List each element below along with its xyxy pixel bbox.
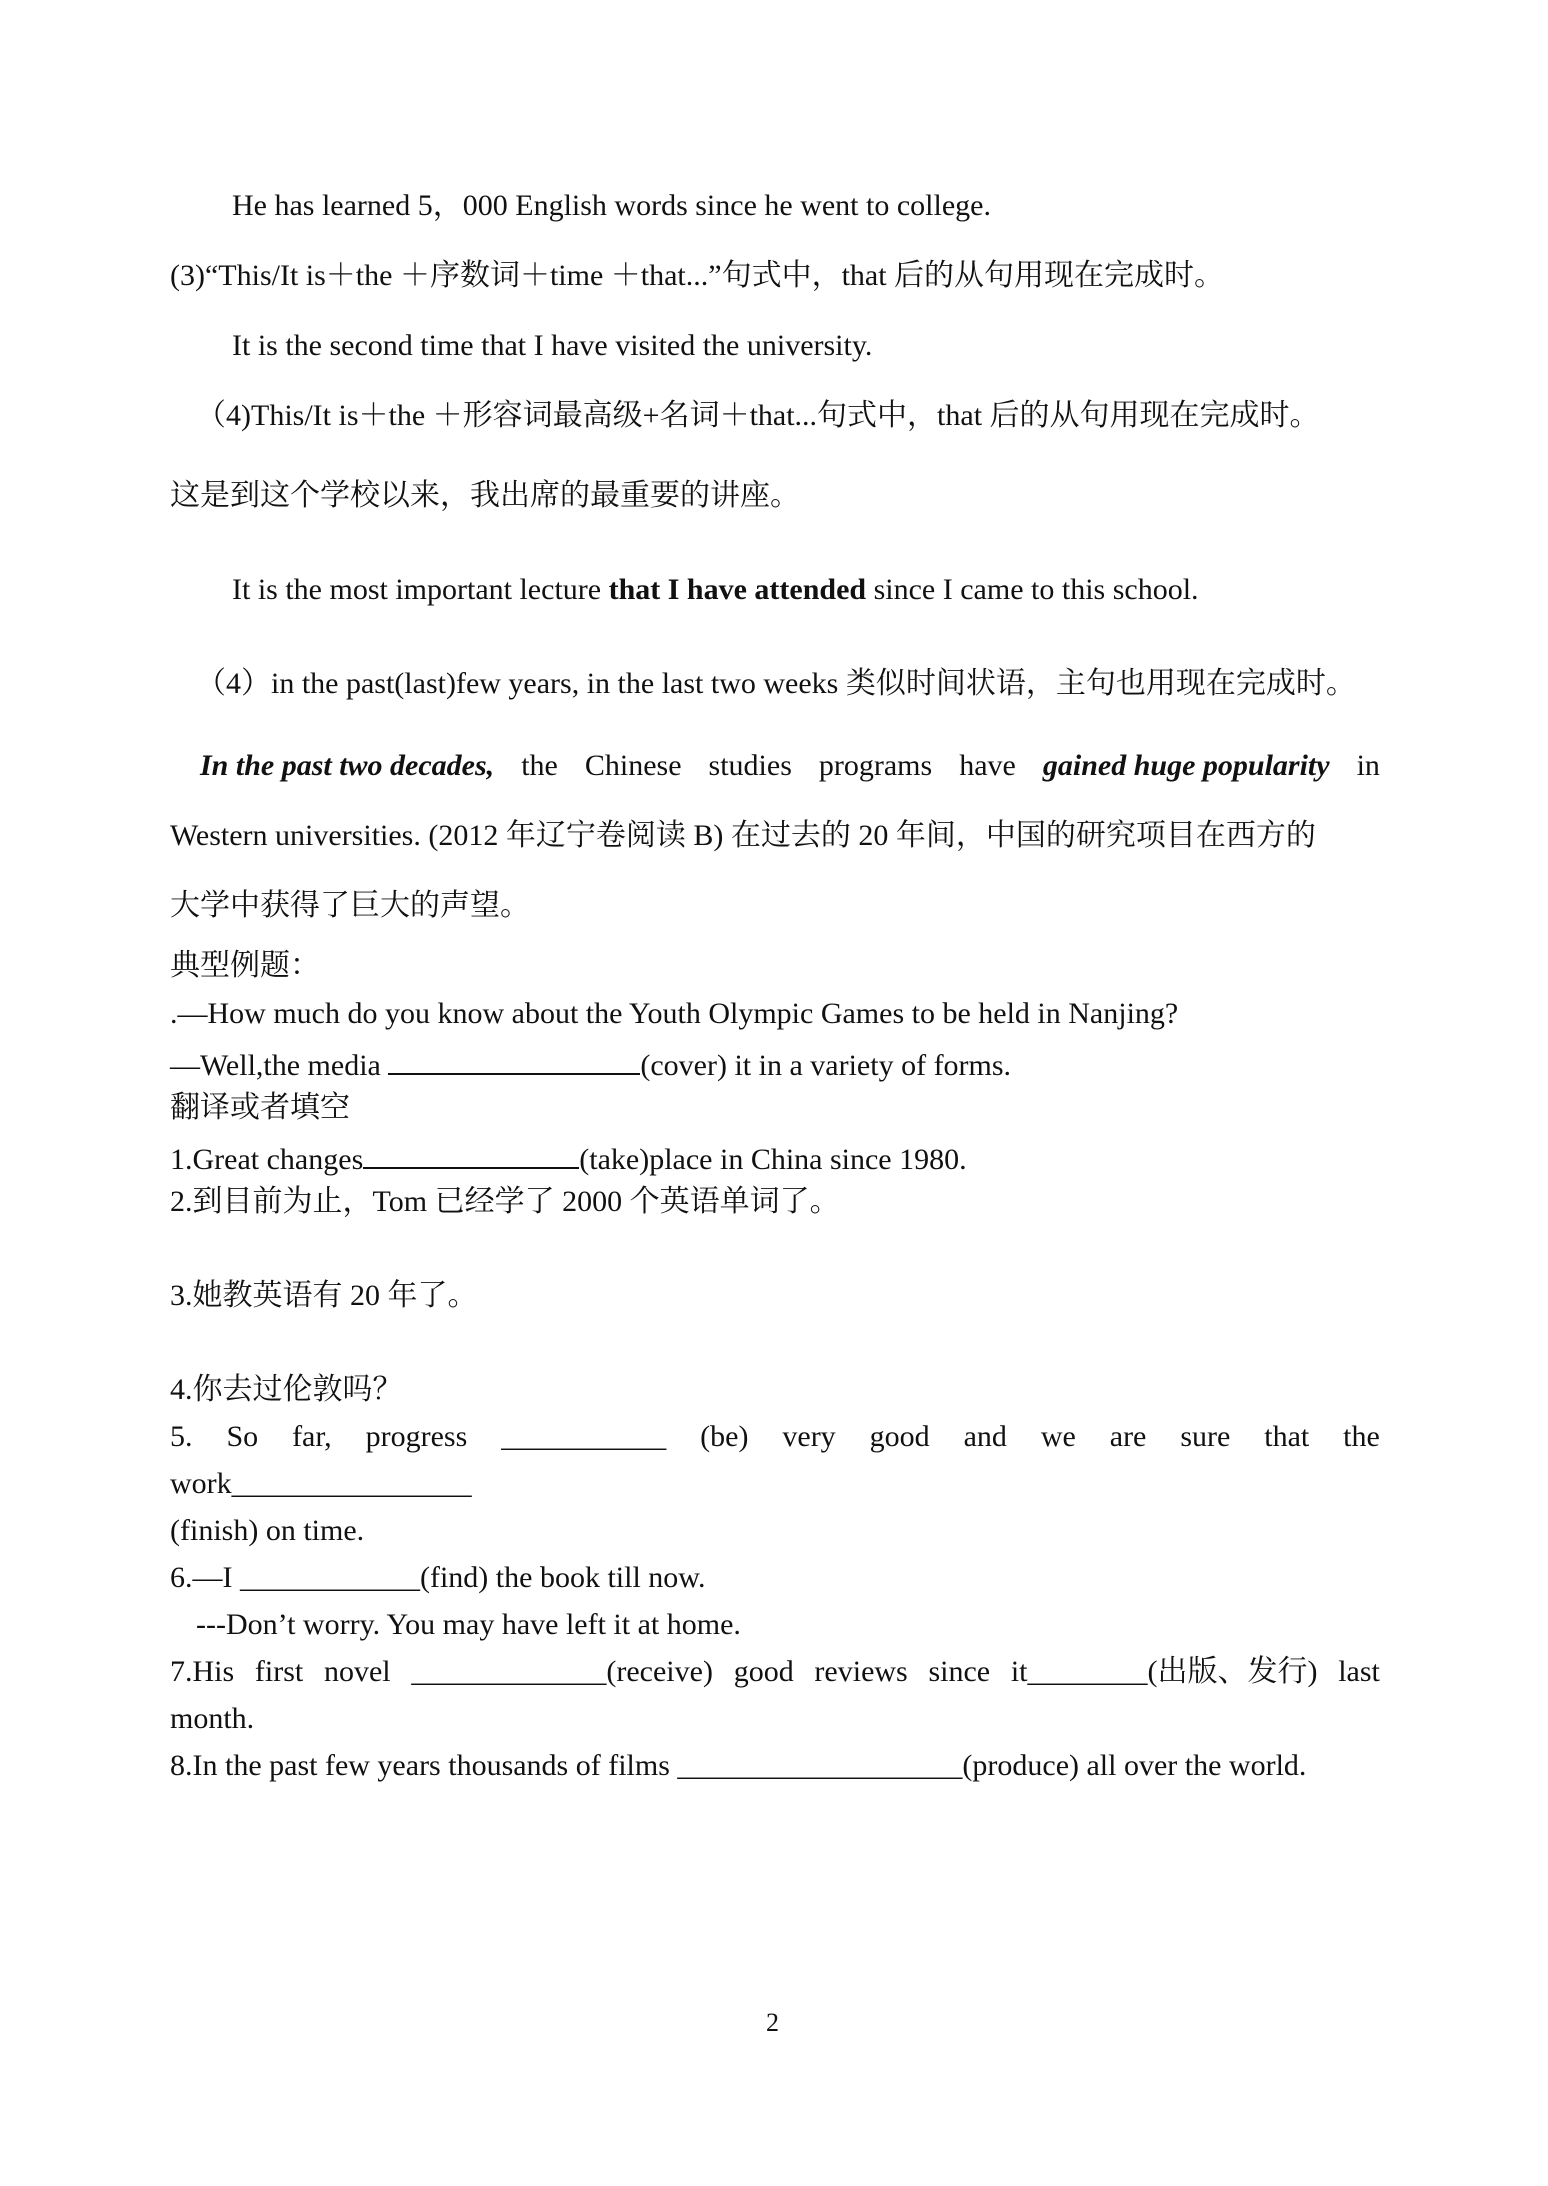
word: the [1343, 1420, 1380, 1453]
question-7 [170, 1654, 1380, 1690]
section-heading: 典型例题： [170, 949, 320, 982]
word: In the past two decades, [200, 749, 495, 782]
question-5: work________________ [170, 1467, 472, 1500]
question: .—How much do you know about the Youth Olympic Games to be held in Nanjing? [170, 997, 1179, 1030]
question: 2.到目前为止，Tom 已经学了 2000 个英语单词了。 [170, 1185, 840, 1218]
question [170, 1043, 1011, 1084]
word: in [1356, 749, 1380, 782]
word: and [963, 1420, 1007, 1453]
word: that [1264, 1420, 1310, 1453]
word: progress [365, 1420, 468, 1453]
answer-blank[interactable]: it________(出版、发行) [1010, 1655, 1318, 1688]
word: good [733, 1655, 794, 1688]
section-heading: 翻译或者填空 [170, 1091, 350, 1124]
word: studies [708, 749, 792, 782]
chinese-sentence: 这是到这个学校以来，我出席的最重要的讲座。 [170, 479, 800, 512]
answer-blank[interactable] [388, 1043, 640, 1075]
word: Chinese [584, 749, 682, 782]
word: the [521, 749, 558, 782]
rule-3: (3)“This/It is＋the ＋序数词＋time ＋that...”句式中，that 后的从句用现在完成时。 [170, 259, 1225, 292]
question-6: ---Don’t worry. You may have left it at home. [196, 1608, 741, 1641]
word: gained huge popularity [1042, 749, 1330, 782]
example-sentence: It is the second time that I have visited the university. [232, 329, 873, 362]
word: we [1040, 1420, 1076, 1453]
question-6: 6.—I ____________(find) the book till now. [170, 1561, 706, 1594]
rule-4: （4)This/It is＋the ＋形容词最高级+名词＋that...句式中，that 后的从句用现在完成时。 [196, 399, 1320, 432]
word: (be) [700, 1420, 749, 1453]
answer-blank[interactable]: _____________(receive) [411, 1655, 713, 1688]
word: So [226, 1420, 259, 1453]
word: novel [323, 1655, 391, 1688]
text-span: (cover) it in a variety of forms. [640, 1049, 1012, 1082]
word: far, [292, 1420, 332, 1453]
word: since [928, 1655, 991, 1688]
word: last [1338, 1655, 1380, 1688]
word: 7.His [170, 1655, 235, 1688]
question-8: 8.In the past few years thousands of films ___________________(produce) all over the world. [170, 1749, 1307, 1782]
bold-phrase: that I have attended [608, 573, 867, 606]
word: good [869, 1420, 930, 1453]
question: 3.她教英语有 20 年了。 [170, 1279, 478, 1312]
reading-example: 大学中获得了巨大的声望。 [170, 889, 530, 922]
reading-example [200, 748, 1380, 784]
text-span: since I came to this school. [866, 573, 1199, 606]
example-sentence: He has learned 5，000 English words since he went to college. [232, 189, 991, 222]
word: sure [1180, 1420, 1231, 1453]
word: very [782, 1420, 836, 1453]
reading-example: Western universities. (2012 年辽宁卷阅读 B) 在过去的 20 年间，中国的研究项目在西方的 [170, 819, 1316, 852]
question-5: (finish) on time. [170, 1514, 365, 1547]
text-span: —Well,the media [170, 1049, 389, 1082]
word: are [1109, 1420, 1147, 1453]
answer-blank[interactable] [363, 1137, 579, 1169]
text-span: It is the most important lecture [232, 573, 609, 606]
question [170, 1137, 967, 1178]
question-7: month. [170, 1702, 255, 1735]
word: programs [818, 749, 933, 782]
page-number: 2 [766, 2008, 779, 2037]
question-5 [170, 1419, 1380, 1455]
word: 5. [170, 1420, 193, 1453]
word: first [254, 1655, 304, 1688]
text-span: (take)place in China since 1980. [579, 1143, 967, 1176]
text-span: 1.Great changes [170, 1143, 364, 1176]
rule-4b: （4）in the past(last)few years, in the last two weeks 类似时间状语，主句也用现在完成时。 [196, 667, 1356, 700]
word: reviews [814, 1655, 908, 1688]
question: 4.你去过伦敦吗？ [170, 1373, 403, 1406]
answer-blank[interactable]: ___________ [501, 1420, 667, 1453]
example-sentence [232, 572, 1199, 608]
word: have [959, 749, 1016, 782]
